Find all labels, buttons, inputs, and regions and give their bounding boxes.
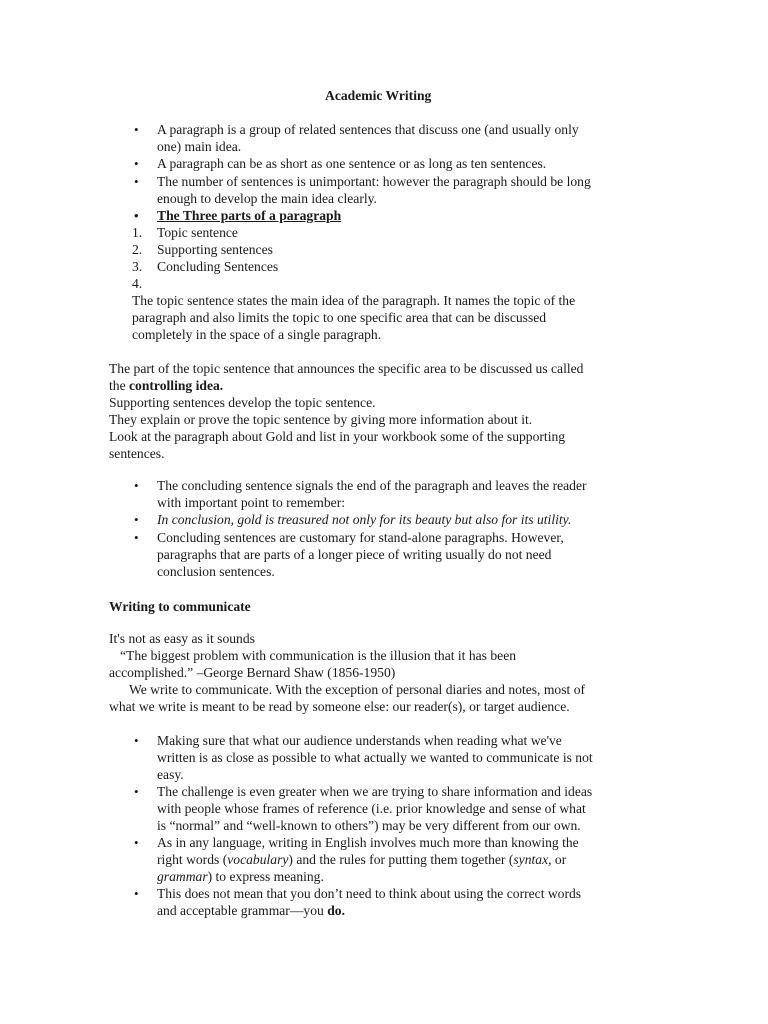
list-item-text: A paragraph can be as short as one sentence or as long as ten sentences. (157, 156, 547, 171)
paragraph-line: The topic sentence states the main idea of the paragraph. It names the topic of the (132, 293, 576, 308)
list-item-text: enough to develop the main idea clearly. (157, 191, 377, 206)
section-subheading: The Three parts of a paragraph (157, 208, 342, 223)
list-item-text: The concluding sentence signals the end of the paragraph and leaves the reader (157, 478, 587, 493)
paragraph-line: completely in the space of a single paragraph. (132, 327, 382, 342)
italic-term: vocabulary (227, 852, 289, 867)
paragraph-line: Look at the paragraph about Gold and list in your workbook some of the supporting (109, 429, 566, 444)
list-item-text (157, 851, 566, 868)
bold-term: do. (327, 903, 345, 918)
paragraph-line (109, 377, 223, 394)
numbered-marker: 4. (132, 276, 143, 291)
text-run: ) to express meaning. (207, 869, 324, 884)
paragraph-line: paragraph and also limits the topic to one specific area that can be discussed (132, 310, 547, 325)
numbered-item-text: Supporting sentences (157, 242, 273, 257)
paragraph-line: The part of the topic sentence that announces the specific area to be discussed us called (109, 361, 584, 376)
paragraph-line: We write to communicate. With the exception of personal diaries and notes, most of (129, 682, 586, 697)
bullet-marker: • (134, 156, 139, 171)
bullet-marker: • (134, 835, 139, 850)
text-run: right words ( (157, 852, 228, 867)
list-item-text: As in any language, writing in English involves much more than knowing the (157, 835, 579, 850)
list-item-text: one) main idea. (157, 139, 242, 154)
list-item-text: The number of sentences is unimportant: however the paragraph should be long (157, 174, 591, 189)
list-item-text: The challenge is even greater when we are trying to share information and ideas (157, 784, 593, 799)
paragraph-line: Supporting sentences develop the topic sentence. (109, 395, 376, 410)
bullet-marker: • (134, 886, 139, 901)
list-item-text (157, 902, 345, 919)
text-run: and acceptable grammar—you (157, 903, 328, 918)
section-heading: Writing to communicate (109, 599, 251, 614)
bullet-marker: • (134, 478, 139, 493)
list-item-text: Making sure that what our audience understands when reading what we've (157, 733, 562, 748)
list-item-text (157, 868, 324, 885)
bullet-marker: • (134, 784, 139, 799)
paragraph-line: It's not as easy as it sounds (109, 631, 255, 646)
numbered-item-text: Concluding Sentences (157, 259, 279, 274)
bullet-marker: • (134, 122, 139, 137)
italic-term: syntax, (513, 852, 552, 867)
paragraph-line: what we write is meant to be read by someone else: our reader(s), or target audience. (109, 699, 570, 714)
paragraph-line: They explain or prove the topic sentence by giving more information about it. (109, 412, 533, 427)
list-item-text: with important point to remember: (157, 495, 346, 510)
text-run: or (551, 852, 567, 867)
italic-term: grammar (157, 869, 208, 884)
quote-line: accomplished.” –George Bernard Shaw (1856-1950) (109, 665, 396, 680)
paragraph-text: the (109, 378, 130, 393)
bullet-marker: • (134, 530, 139, 545)
list-item-text: written is as close as possible to what actually we wanted to communicate is not (157, 750, 593, 765)
text-run: ) and the rules for putting them together ( (288, 852, 514, 867)
quote-line: “The biggest problem with communication is the illusion that it has been (120, 648, 517, 663)
list-item-text: A paragraph is a group of related sentences that discuss one (and usually only (157, 122, 579, 137)
paragraph-line: sentences. (109, 446, 165, 461)
numbered-item-text: Topic sentence (157, 225, 238, 240)
bullet-marker: • (134, 733, 139, 748)
document-title: Academic Writing (325, 88, 432, 103)
list-item-text: This does not mean that you don’t need to think about using the correct words (157, 886, 582, 901)
list-item-text: paragraphs that are parts of a longer piece of writing usually do not need (157, 547, 552, 562)
bullet-marker: • (134, 208, 139, 223)
list-item-text: Concluding sentences are customary for stand-alone paragraphs. However, (157, 530, 564, 545)
list-item-text: with people whose frames of reference (i.e. prior knowledge and sense of what (157, 801, 586, 816)
numbered-marker: 3. (132, 259, 143, 274)
bullet-marker: • (134, 174, 139, 189)
numbered-marker: 2. (132, 242, 143, 257)
bold-term: controlling idea. (129, 378, 224, 393)
list-item-text: easy. (157, 767, 184, 782)
bullet-marker: • (134, 512, 139, 527)
list-item-text: is “normal” and “well-known to others”) may be very different from our own. (157, 818, 581, 833)
list-item-text: conclusion sentences. (157, 564, 275, 579)
example-sentence: In conclusion, gold is treasured not only for its beauty but also for its utility. (157, 512, 572, 527)
numbered-marker: 1. (132, 225, 143, 240)
